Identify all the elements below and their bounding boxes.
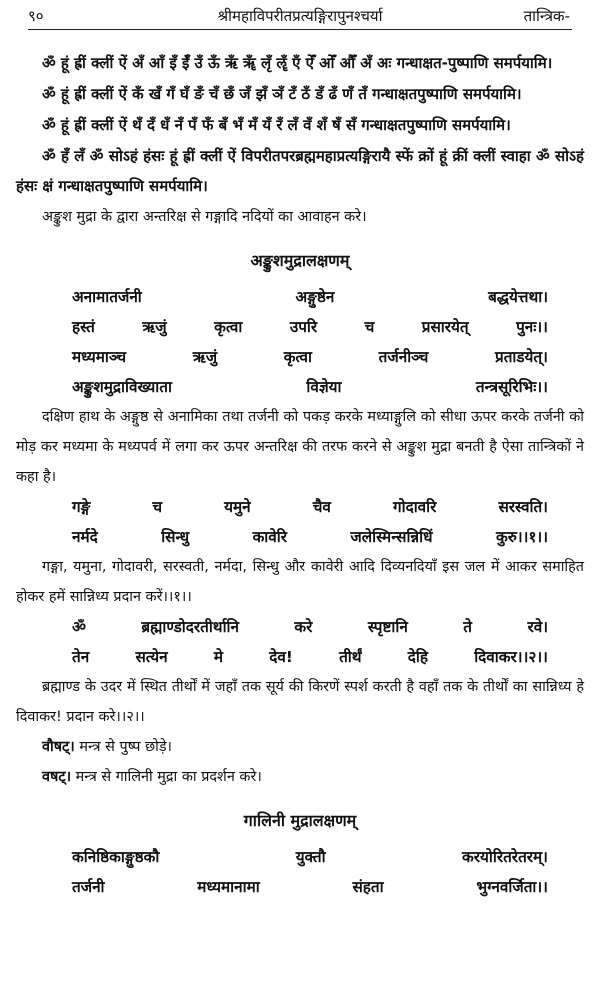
verse-word: करयोरितरेतरम्। [462,848,548,866]
verse-word: सरस्वति। [498,498,548,516]
verse-word: यमुने [224,498,251,516]
verse-word: मध्यमानामा [197,878,260,896]
header-rule [28,29,572,30]
verse-word: युक्तौ [295,848,326,866]
verse-line [72,872,548,902]
verse-word: जलेस्मिन्सन्निधिं [350,528,433,546]
verse-line [72,642,548,672]
verse-word: पुनः।। [516,318,548,336]
verse-line [72,282,548,312]
verse-word: अङ्गुष्ठेन [295,288,335,306]
verse-word: संहता [352,878,384,896]
meaning-text: ब्रह्माण्ड के उदर में स्थित तीर्थों में जहाँ तक सूर्य की किरणें स्पर्श करती है वहाँ तक के तीर्थों का सान्निध्य हे दिवाकर! प्रदान करे।।२।। [16,679,584,725]
verse-word: सत्येन [135,648,168,666]
verse-word: तेन [72,648,90,666]
verse-word: कुरु।।१।। [495,528,548,546]
verse-word: अङ्कुशमुद्राविख्याता [72,378,172,396]
verse-word: ऋजुं [142,318,167,336]
verse-word: प्रताडयेत्। [494,348,548,366]
verse-line [72,842,548,872]
verse-line [72,342,548,372]
verse-word: तीर्थं [339,648,362,666]
verse-word: करे [294,618,313,636]
running-header [14,0,586,30]
mantra: ॐ हँ लँ ॐ सोऽहं हंसः हूं ह्रीं क्लीं ऐं विपरीतपरब्रह्ममहाप्रत्यङ्गिरायै स्फें क्रों हूं क्रीं क्लीं स्वाहा ॐ सोऽहं हंसः क्षं गन्धाक्षतपुष्पाणि समर्पयामि। [16,147,584,195]
note-term: वौषट्। [42,739,75,755]
verse-word: रवे। [527,618,548,636]
verse-word: नर्मदे [72,528,98,546]
verse-word: गोदावरि [393,498,437,516]
verse-word: विज्ञेया [306,378,342,396]
verse-word: ऋजुं [192,348,218,366]
verse-word: मध्यमाञ्च [72,348,127,366]
ritual-note [16,732,584,762]
verse-word: ते [463,618,473,636]
section-heading: अङ्कुशमुद्रालक्षणम् [250,251,350,270]
verse-word: देव! [269,648,293,666]
verse-word: तर्जनी [72,878,105,896]
verse-word: गङ्गे [72,498,91,516]
note-term: वषट्। [42,769,72,785]
verse-line [72,372,548,402]
mantra: ॐ हूं ह्रीं क्लीं ऐं थँ दँ धँ नँ पँ फँ बँ भँ मँ यँ रँ लँ वँ शँ षँ सँ गन्धाक्षतपुष्पाणि समर्पयामि। [42,116,511,134]
verse-word: अनामातर्जनी [72,288,142,306]
verse-line [72,312,548,342]
page-number: ९० [28,7,44,25]
verse-word: सिन्धु [161,528,190,546]
verse-word: कृत्वा [214,318,243,336]
verse-word: मे [213,648,223,666]
verse-word: तन्त्रसूरिभिः।। [475,378,548,396]
verse-word: स्पृष्टानि [367,618,408,636]
verse-word: दिवाकर।।२।। [474,648,548,666]
verse-word: ब्रह्माण्डोदरतीर्थानि [141,618,239,636]
verse-word: भुग्नवर्जिता।। [476,878,548,896]
ritual-note [16,762,584,792]
verse-word: कृत्वा [283,348,313,366]
mantra: ॐ हूं ह्रीं क्लीं ऐं कँ खँ गँ घँ ङँ चँ छँ जँ झँ ञँ टँ ठँ डँ ढँ णँ तँ गन्धाक्षतपुष्पाणि समर्पयामि। [42,85,522,103]
page-body [16,48,584,902]
verse-word: बद्धयेत्तथा। [488,288,548,306]
note-text: मन्त्र से पुष्प छोड़े। [74,739,172,755]
verse-word: च [364,318,375,336]
meaning-text: गङ्गा, यमुना, गोदावरी, सरस्वती, नर्मदा, सिन्धु और कावेरी आदि दिव्यनदियाँ इस जल में आकर समाहित होकर हमें सान्निध्य प्रदान करें।।१।। [16,559,584,605]
instruction-text: अङ्कुश मुद्रा के द्वारा अन्तरिक्ष से गङ्गादि नदियों का आवाहन करे। [42,209,367,225]
verse-word: च [152,498,163,516]
verse-word: तर्जनीञ्च [378,348,429,366]
verse-word: हस्तं [72,318,95,336]
running-title: श्रीमहाविपरीतप्रत्यङ्गिरापुनश्चर्या [217,7,383,25]
verse-word: प्रसारयेत् [421,318,469,336]
verse-word: कावेरि [252,528,287,546]
section-heading: गालिनी मुद्रालक्षणम् [243,811,357,830]
verse-word: कनिष्ठिकाङ्गुष्ठकौ [72,848,160,866]
verse-line [72,492,548,522]
meaning-text: दक्षिण हाथ के अङ्गुष्ठ से अनामिका तथा तर्जनी को पकड़ करके मध्याङ्गुलि को सीधा ऊपर करके तर्जनी को मोड़ कर मध्यमा के मध्यपर्व में लगा कर ऊपर अन्तरिक्ष की तरफ करने से अङ्कुश मुद्रा बनती है ऐसा तान्त्रिकों ने कहा है। [16,409,584,485]
note-text: मन्त्र से गालिनी मुद्रा का प्रदर्शन करे। [71,769,262,785]
verse-word: चैव [312,498,331,516]
mantra: ॐ हूं ह्रीं क्लीं ऐं अँ आँ इँ ईँ उँ ऊँ ऋँ ॠँ लृँ ॡँ एँ ऐँ ओँ औँ अँ अः गन्धाक्षत-पुष्पाणि समर्पयामि। [42,54,553,72]
verse-line [72,612,548,642]
verse-word: उपरि [289,318,318,336]
section-label: तान्त्रिक- [523,7,570,25]
verse-word: ॐ [72,618,86,636]
verse-line [72,522,548,552]
verse-word: देहि [407,648,428,666]
